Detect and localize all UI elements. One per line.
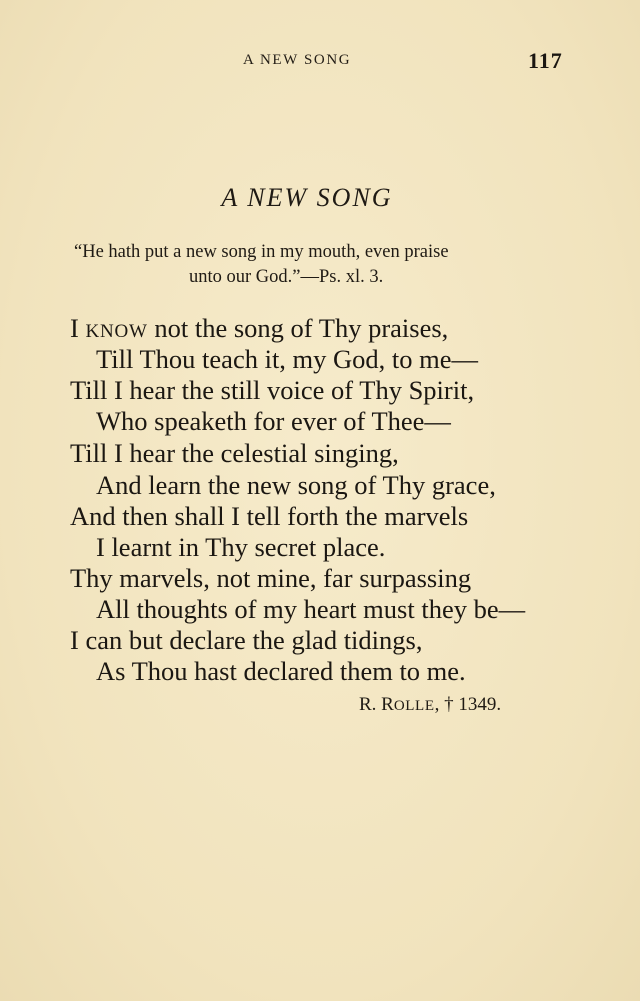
verse-line: Till I hear the celestial singing, [70,438,399,468]
verse-line [70,313,448,347]
verse-line-rest: not the song of Thy praises, [147,313,449,343]
verse-line: And then shall I tell forth the marvels [70,501,469,531]
verse-line: Till I hear the still voice of Thy Spirit, [70,375,475,405]
epigraph-line: unto our God.”—Ps. xl. 3. [189,267,384,287]
epigraph-line: “He hath put a new song in my mouth, even praise [74,242,449,262]
verse-line: As Thou hast declared them to me. [96,656,466,686]
verse-first-word: I [70,313,86,343]
attribution-initial: R. R [359,694,394,715]
verse-line: I can but declare the glad tidings, [70,625,423,655]
verse-smallcaps: KNOW [85,321,148,342]
attribution-surname: OLLE [393,698,435,714]
verse-line: I learnt in Thy secret place. [96,532,386,562]
verse-line: Thy marvels, not mine, far surpassing [70,563,472,593]
verse-line: Till Thou teach it, my God, to me— [96,344,479,374]
running-head [0,50,640,74]
poem-title: A NEW SONG [221,183,393,212]
verse-line: And learn the new song of Thy grace, [96,470,496,500]
attribution [359,694,501,716]
running-title: A NEW SONG [243,52,352,68]
verse-line: Who speaketh for ever of Thee— [96,406,451,436]
page-number: 117 [528,48,563,73]
attribution-date: , † 1349. [434,694,502,715]
verse-line: All thoughts of my heart must they be— [96,594,526,624]
